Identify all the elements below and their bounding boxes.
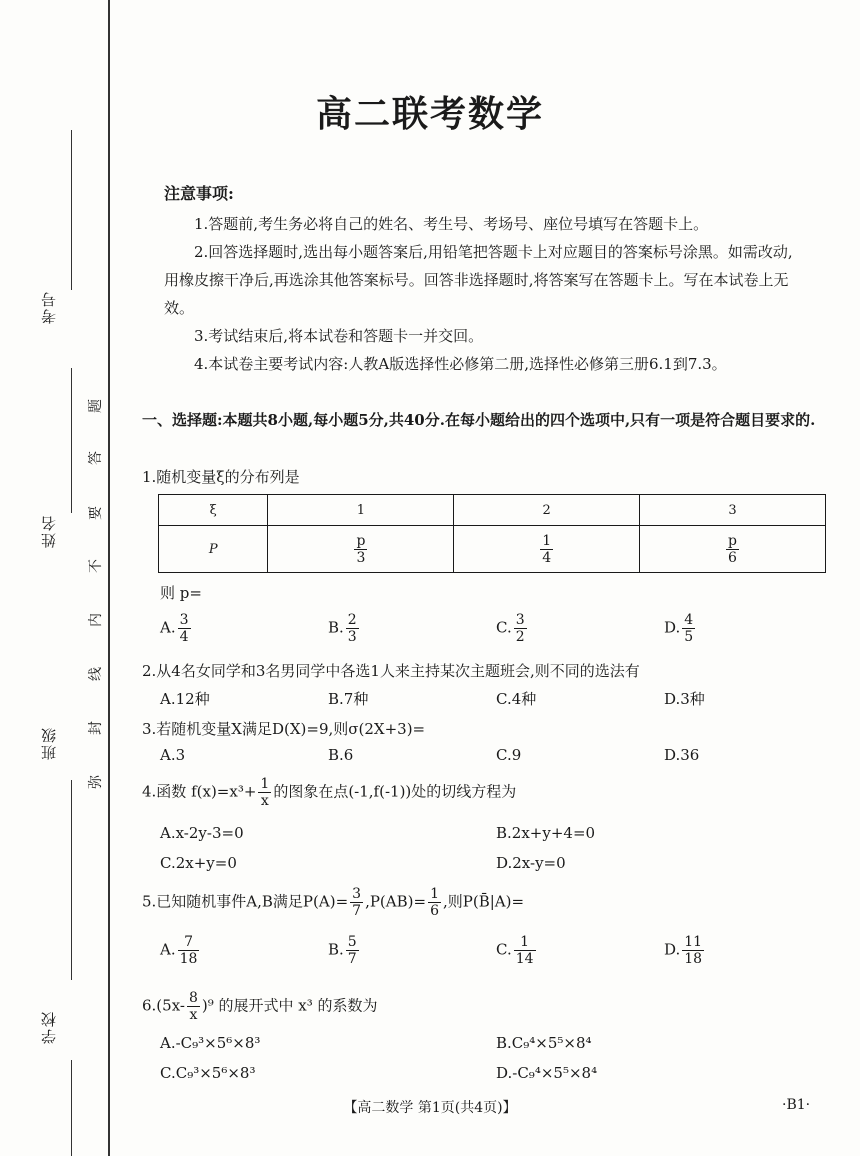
stem-text: )⁹ 的展开式中 x³ 的系数为 (201, 996, 378, 1015)
fraction (346, 934, 359, 967)
table-cell (268, 526, 454, 573)
table-cell (639, 526, 825, 573)
option-label: C. (496, 618, 512, 637)
option-b[interactable]: B.C₉⁴×5⁵×8⁴ (496, 1034, 592, 1052)
stem-text: ,则P(B̄|A)= (442, 892, 525, 911)
option-label: B. (328, 940, 344, 959)
paper-code: ·B1· (782, 1097, 811, 1113)
binding-line (108, 0, 110, 1156)
question-1-stem: 1.随机变量ξ的分布列是 (142, 468, 300, 486)
option-c[interactable] (496, 934, 538, 967)
option-a[interactable] (160, 934, 201, 967)
table-cell (454, 526, 640, 573)
fraction (682, 934, 704, 967)
fraction (187, 990, 200, 1023)
option-c[interactable]: C.2x+y=0 (160, 854, 237, 872)
name-label: 姓名 (40, 514, 58, 548)
fraction (350, 886, 363, 919)
fraction (178, 934, 200, 967)
notice-block (164, 180, 794, 378)
option-c[interactable]: C.C₉³×5⁶×8³ (160, 1064, 256, 1082)
option-label: D. (664, 618, 681, 637)
numerator: 5 (347, 934, 357, 950)
question-5-stem (142, 886, 832, 919)
table-cell: ξ (159, 495, 268, 526)
table-cell (159, 526, 268, 573)
exam-no-label: 考号 (40, 290, 58, 324)
option-label: D. (664, 940, 681, 959)
exam-no-field (71, 130, 72, 290)
table-cell: 1 (268, 495, 454, 526)
school-label: 学校 (40, 1010, 58, 1044)
denominator: 6 (728, 549, 737, 566)
distribution-table (158, 494, 826, 573)
numerator: 3 (352, 886, 362, 902)
seal-char: 线 (88, 667, 104, 681)
denominator: 6 (430, 903, 439, 919)
option-a[interactable] (160, 612, 193, 645)
fraction (354, 533, 367, 566)
option-label: A. (160, 940, 176, 959)
option-a[interactable]: A.3 (160, 746, 186, 764)
option-c[interactable]: C.9 (496, 746, 522, 764)
prob-label: P (208, 541, 218, 557)
option-b[interactable] (328, 934, 361, 967)
notice-heading: 注意事项: (164, 184, 234, 203)
notice-item: 4.本试卷主要考试内容:人教A版选择性必修第二册,选择性必修第三册6.1到7.3。 (194, 355, 727, 373)
denominator: 3 (356, 549, 366, 566)
numerator: 3 (515, 612, 525, 628)
numerator: 2 (347, 612, 357, 628)
denominator: 4 (179, 629, 189, 645)
denominator: 2 (515, 629, 525, 645)
numerator: 1 (542, 532, 552, 549)
option-d[interactable] (664, 934, 706, 967)
option-c[interactable] (496, 612, 529, 645)
option-label: B. (328, 618, 344, 637)
table-cell: 2 (454, 495, 640, 526)
option-b[interactable]: B.2x+y+4=0 (496, 824, 596, 842)
question-2-stem: 2.从4名女同学和3名男同学中各选1人来主持某次主题班会,则不同的选法有 (142, 662, 640, 680)
denominator: 7 (352, 903, 362, 919)
option-b[interactable]: B.7种 (328, 690, 369, 708)
question-6-stem (142, 990, 832, 1023)
stem-text: 6.(5x- (142, 996, 185, 1015)
table-row (159, 526, 826, 573)
notice-item: 3.考试结束后,将本试卷和答题卡一并交回。 (194, 327, 484, 345)
name-field (71, 368, 72, 513)
seal-char: 封 (88, 721, 104, 735)
fraction (514, 934, 536, 967)
option-d[interactable]: D.-C₉⁴×5⁵×8⁴ (496, 1064, 598, 1082)
denominator: 18 (179, 951, 198, 967)
notice-item: 1.答题前,考生务必将自己的姓名、考生号、考场号、座位号填写在答题卡上。 (194, 215, 709, 233)
denominator: 4 (542, 549, 552, 566)
denominator: x (260, 793, 269, 809)
seal-char: 题 (88, 399, 104, 413)
page-footer: 【高二数学 第1页(共4页)】 (343, 1100, 517, 1116)
numerator: p (356, 532, 366, 549)
question-3-stem: 3.若随机变量X满足D(X)=9,则σ(2X+3)= (142, 720, 426, 738)
fraction (514, 612, 527, 645)
option-a[interactable]: A.-C₉³×5⁶×8³ (160, 1034, 261, 1052)
section-heading: 一、选择题:本题共8小题,每小题5分,共40分.在每小题给出的四个选项中,只有一项是符合题目要求的. (142, 411, 816, 429)
option-label: C. (496, 940, 512, 959)
fraction (428, 886, 441, 919)
numerator: 7 (178, 934, 200, 951)
option-a[interactable]: A.12种 (160, 690, 210, 708)
seal-char: 不 (88, 559, 104, 573)
seal-char: 要 (88, 506, 104, 520)
numerator: 3 (179, 612, 189, 628)
question-4-stem (142, 776, 832, 809)
option-c[interactable]: C.4种 (496, 690, 537, 708)
option-d[interactable]: D.3种 (664, 690, 705, 708)
stem-text: 的图象在点(-1,f(-1))处的切线方程为 (273, 782, 517, 801)
option-d[interactable]: D.36 (664, 746, 700, 764)
numerator: p (728, 532, 737, 549)
seal-char: 弥 (88, 775, 104, 789)
denominator: x (189, 1007, 198, 1023)
class-field (71, 780, 72, 980)
option-d[interactable] (664, 612, 697, 645)
option-a[interactable]: A.x-2y-3=0 (160, 824, 244, 842)
numerator: 11 (684, 934, 703, 950)
denominator: 18 (684, 951, 703, 967)
denominator: 7 (347, 951, 357, 967)
option-label: A. (160, 618, 176, 637)
stem-text: ,P(AB)= (365, 892, 427, 911)
option-b[interactable] (328, 612, 361, 645)
numerator: 4 (684, 612, 694, 628)
denominator: 14 (515, 951, 534, 967)
page-title: 高二联考数学 (315, 93, 544, 135)
option-b[interactable]: B.6 (328, 746, 354, 764)
stem-text: 4.函数 f(x)=x³+ (142, 782, 257, 801)
numerator: 1 (260, 776, 270, 792)
fraction (540, 533, 553, 566)
fraction (682, 612, 695, 645)
fraction (258, 776, 271, 809)
fraction (178, 612, 191, 645)
seal-char: 内 (88, 613, 104, 627)
table-row (159, 495, 826, 526)
stem-text: 5.已知随机事件A,B满足P(A)= (142, 892, 349, 911)
table-cell: 3 (639, 495, 825, 526)
denominator: 3 (347, 629, 357, 645)
seal-char: 答 (88, 451, 104, 465)
numerator: 8 (188, 990, 198, 1006)
numerator: 1 (430, 886, 439, 902)
notice-item: 2.回答选择题时,选出每小题答案后,用铅笔把答题卡上对应题目的答案标号涂黑。如需改动,用橡皮擦干净后,再选涂其他答案标号。回答非选择题时,将答案写在答题卡上。写在本试卷上无效。 (164, 243, 793, 317)
option-d[interactable]: D.2x-y=0 (496, 854, 566, 872)
question-1-ask: 则 p= (160, 584, 202, 602)
denominator: 5 (684, 629, 694, 645)
class-label: 班级 (40, 726, 58, 760)
fraction (346, 612, 359, 645)
fraction (726, 533, 739, 566)
numerator: 1 (514, 934, 536, 951)
